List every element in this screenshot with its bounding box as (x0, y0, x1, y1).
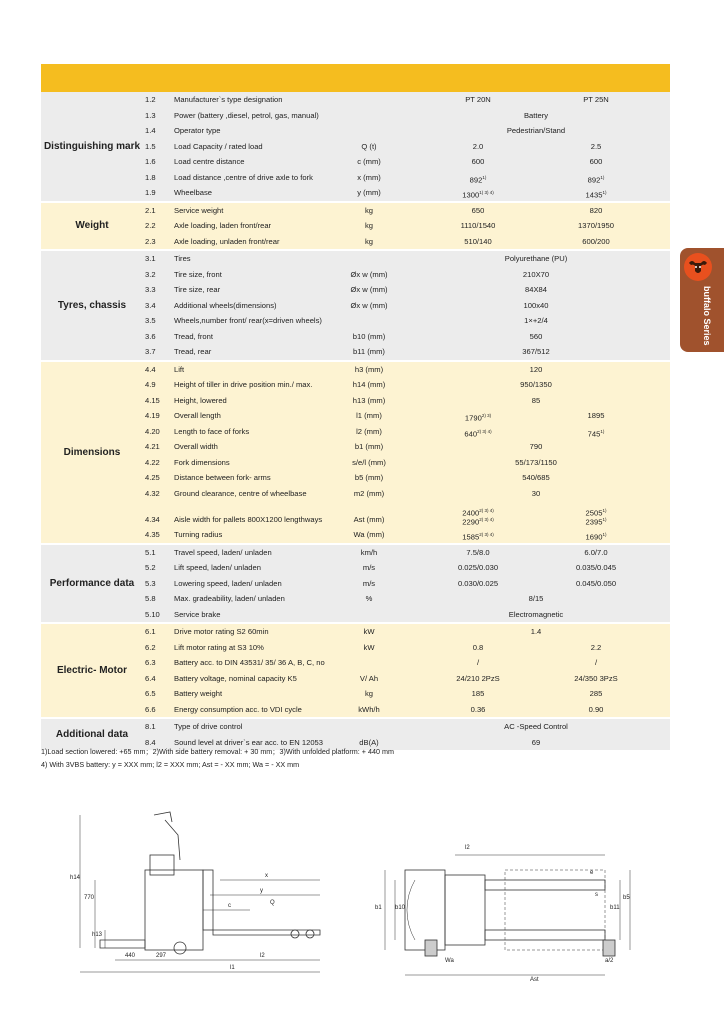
spec-value-pt25n-text: 2.2 (590, 642, 602, 652)
spec-number: 3.1 (145, 254, 156, 263)
spec-value-pt20n-text: 7.5/8.0 (466, 547, 490, 557)
spec-value-pt25n-footnote-ref: 1) (600, 428, 605, 434)
spec-description: Battery acc. to DIN 43531/ 35/ 36 A, B, C, no (174, 658, 325, 668)
drawing-label-l2: l2 (260, 953, 265, 959)
spec-value-shared: AC -Speed Control (504, 722, 568, 732)
spec-value-pt25n (551, 671, 641, 687)
spec-value-pt20n-footnote-ref: 2) 3) (481, 413, 492, 418)
footnote-1: 1)Load section lowered: +65 mm；2)With side battery removal: + 30 mm；3)With unfolded platform: + 440 mm (41, 747, 394, 756)
drawing-label-x: x (265, 873, 268, 879)
spec-row (41, 329, 670, 345)
spec-value-pt20n-alt (433, 503, 523, 521)
spec-value-pt20n-text: / (476, 658, 480, 668)
spec-value-pt25n-text: 0.90 (588, 704, 604, 714)
spec-unit: l2 (mm) (356, 426, 382, 436)
spec-number: 3.7 (145, 347, 156, 356)
spec-value-pt20n-footnote-ref: 2) 3) 4) (479, 516, 494, 522)
drawing-label-h13: h13 (92, 932, 103, 938)
spec-value-pt25n-footnote-ref: 1) (600, 174, 605, 180)
spec-row (41, 719, 670, 735)
spec-value-pt25n-text: PT 25N (583, 95, 609, 104)
spec-value-pt20n-footnote-ref: 1) 3) 4) (479, 190, 494, 195)
spec-number: 6.6 (145, 704, 156, 714)
spec-value-pt20n-text: 0.025/0.030 (457, 563, 499, 573)
drawing-label-b1: b1 (375, 905, 382, 911)
spec-value-shared: Polyurethane (PU) (504, 254, 568, 263)
spec-value-pt20n (433, 560, 523, 576)
spec-description: Length to face of forks (174, 426, 250, 436)
spec-number: 6.2 (145, 642, 156, 652)
section-title: Dimensions (63, 446, 121, 458)
spec-description: Service brake (174, 609, 221, 619)
side-view-drawing (70, 800, 350, 990)
spec-description: Ground clearance, centre of wheelbase (174, 488, 307, 498)
spec-number: 1.4 (145, 126, 156, 135)
spec-unit: Q (t) (361, 141, 377, 151)
spec-value-shared: 85 (531, 395, 541, 405)
section-title: Distinguishing mark (43, 140, 141, 152)
spec-number: 1.3 (145, 110, 156, 120)
spec-description: Fork dimensions (174, 457, 230, 467)
spec-number: 3.3 (145, 285, 156, 294)
spec-value-pt25n (551, 702, 641, 718)
drawing-label-h14: h14 (70, 875, 81, 881)
spec-value-pt25n (551, 203, 641, 219)
spec-unit: kg (364, 205, 374, 215)
spec-value-pt25n (551, 545, 641, 561)
spec-unit: x (mm) (357, 172, 381, 182)
spec-value-pt25n-footnote-ref: 1) (602, 190, 607, 195)
spec-row (41, 298, 670, 314)
spec-value-pt20n-text: 0.8 (472, 642, 484, 652)
spec-value-pt20n (433, 234, 523, 250)
drawing-label-c: c (228, 903, 231, 909)
spec-value-pt25n-alt-text: 2505 (585, 508, 603, 518)
spec-row (41, 123, 670, 139)
spec-description: Wheels,number front/ rear(x=driven wheels) (174, 316, 322, 325)
spec-value-pt25n-footnote-ref: 1) (602, 532, 607, 538)
spec-value-pt20n (433, 702, 523, 718)
spec-unit: b1 (mm) (354, 442, 384, 451)
spec-description: Load distance ,centre of drive axle to fork (174, 172, 313, 182)
drawing-label-b5: b5 (623, 895, 630, 901)
spec-row (41, 424, 670, 440)
spec-value-shared: 120 (529, 364, 543, 374)
spec-value-pt20n (433, 655, 523, 671)
spec-description: Aisle width for pallets 800X1200 lengthways (174, 514, 323, 524)
spec-number: 1.5 (145, 141, 156, 151)
section-title: Additional data (55, 729, 129, 741)
spec-value-pt20n (433, 139, 523, 155)
spec-value-pt25n-text: 600 (589, 157, 603, 166)
spec-row (41, 576, 670, 592)
drawing-label-440: 440 (125, 953, 136, 959)
spec-row (41, 170, 670, 186)
spec-value-pt25n-text: 1690 (585, 532, 603, 542)
spec-unit: Øx w (mm) (350, 285, 388, 294)
spec-number: 4.19 (145, 411, 160, 420)
spec-row (41, 282, 670, 298)
spec-description: Turning radius (174, 530, 223, 540)
drawing-label-a2: a/2 (605, 958, 614, 964)
spec-value-pt25n (551, 154, 641, 170)
spec-row (41, 560, 670, 576)
spec-value-pt25n-footnote-ref: 1) (602, 516, 607, 522)
spec-unit: V/ Ah (359, 673, 379, 683)
spec-value-pt20n-alt-text: 2400 (462, 508, 480, 518)
spec-number: 4.32 (145, 488, 160, 498)
spec-value-shared: 1×+2/4 (524, 316, 548, 325)
spec-value-shared: 210X70 (522, 269, 550, 279)
spec-unit: b10 (mm) (352, 331, 386, 341)
spec-number: 4.35 (145, 530, 160, 540)
spec-row (41, 203, 670, 219)
spec-value-pt25n-text: 1435 (585, 190, 603, 200)
spec-number: 6.3 (145, 658, 156, 668)
spec-value-pt25n-text: 285 (589, 689, 603, 699)
spec-unit: Wa (mm) (353, 530, 385, 540)
spec-row (41, 624, 670, 640)
spec-value-shared: Battery (523, 110, 549, 120)
spec-value-pt25n-text: 1895 (587, 411, 605, 420)
spec-unit: Ast (mm) (353, 514, 385, 524)
spec-value-pt25n (551, 139, 641, 155)
spec-value-pt25n-text: 24/350 3PzS (574, 673, 618, 683)
spec-value-pt20n-footnote-ref: 2) 3) 4) (479, 532, 494, 538)
spec-header-bar (41, 64, 670, 92)
spec-value-pt20n-text: PT 20N (465, 95, 491, 104)
spec-unit: h14 (mm) (352, 380, 386, 389)
spec-number: 5.1 (145, 547, 156, 557)
spec-value-shared: 84X84 (525, 285, 547, 294)
spec-unit: b11 (mm) (353, 347, 385, 356)
spec-row (41, 377, 670, 393)
section-title: Electric- Motor (56, 665, 127, 677)
spec-description: Height of tiller in drive position min./ max. (174, 380, 313, 389)
spec-unit: kg (364, 689, 374, 699)
spec-unit: % (365, 594, 373, 604)
spec-unit: m2 (mm) (353, 488, 385, 498)
drawing-label-b10: b10 (395, 905, 406, 911)
spec-number: 6.1 (145, 627, 156, 637)
spec-row-extra (41, 503, 670, 519)
spec-unit: km/h (360, 547, 378, 557)
spec-value-shared: 69 (531, 737, 541, 747)
spec-unit: l1 (mm) (356, 411, 382, 420)
spec-value-pt25n (551, 234, 641, 250)
spec-value-pt20n-text: 1585 (462, 532, 480, 542)
section-title: Tyres, chassis (57, 299, 127, 311)
spec-number: 8.1 (145, 722, 156, 732)
spec-description: Drive motor rating S2 60min (174, 627, 269, 637)
spec-unit: b5 (mm) (354, 473, 384, 482)
section-title: Weight (75, 220, 109, 232)
spec-value-pt20n (433, 92, 523, 108)
spec-value-shared: Electromagnetic (508, 609, 564, 619)
spec-row (41, 251, 670, 267)
spec-row (41, 362, 670, 378)
spec-value-pt25n-text: 6.0/7.0 (584, 547, 608, 557)
drawing-label-q: Q (270, 900, 275, 906)
spec-value-pt25n-alt (551, 503, 641, 521)
spec-description: Additional wheels(dimensions) (174, 300, 277, 310)
spec-number: 4.4 (145, 364, 156, 374)
spec-value-pt20n-text: 24/210 2PzS (456, 673, 500, 683)
spec-description: Axle loading, unladen front/rear (174, 236, 280, 246)
spec-value-pt20n (433, 154, 523, 170)
drawing-label-s: s (595, 892, 598, 898)
footnote-2: 4) With 3VBS battery: y = XXX mm; l2 = XXX mm; Ast = - XX mm; Wa = - XX mm (41, 760, 300, 769)
spec-unit: c (mm) (357, 157, 381, 166)
spec-number: 2.3 (145, 236, 156, 246)
spec-description: Distance between fork- arms (174, 473, 271, 482)
drawing-label-e: e (590, 870, 594, 876)
spec-row (41, 655, 670, 671)
spec-value-shared: 950/1350 (520, 380, 552, 389)
spec-description: Load centre distance (174, 157, 245, 166)
spec-unit: kg (364, 236, 374, 246)
spec-number: 2.1 (145, 205, 156, 215)
spec-number: 4.20 (145, 426, 160, 436)
spec-row (41, 92, 670, 108)
spec-number: 4.15 (145, 395, 160, 405)
spec-row (41, 218, 670, 234)
spec-unit: dB(A) (359, 737, 379, 747)
spec-number: 6.5 (145, 689, 156, 699)
spec-number: 3.5 (145, 316, 156, 325)
drawing-label-wa: Wa (445, 958, 454, 964)
spec-number: 4.34 (145, 514, 160, 524)
spec-value-shared: 367/512 (522, 347, 550, 356)
spec-value-shared: 790 (529, 442, 543, 451)
spec-description: Lowering speed, laden/ unladen (174, 578, 282, 588)
spec-row (41, 545, 670, 561)
spec-value-pt20n (433, 640, 523, 656)
spec-value-pt20n-text: 2.0 (472, 141, 484, 151)
spec-unit: kg (364, 221, 374, 230)
spec-description: Tires (174, 254, 191, 263)
spec-row (41, 702, 670, 718)
spec-value-pt25n (551, 640, 641, 656)
series-tab-label: buffalo Series (702, 286, 712, 346)
spec-description: Overall width (174, 442, 218, 451)
spec-row (41, 313, 670, 329)
spec-unit: s/e/l (mm) (352, 457, 386, 467)
drawing-label-l1: l1 (230, 965, 235, 971)
spec-value-pt25n-text: 0.035/0.045 (575, 563, 617, 573)
spec-description: Operator type (174, 126, 221, 135)
spec-row (41, 267, 670, 283)
spec-number: 3.4 (145, 300, 156, 310)
spec-description: Height, lowered (174, 395, 227, 405)
spec-value-pt25n-text: 2.5 (590, 141, 602, 151)
top-view-drawing (365, 840, 645, 990)
spec-value-shared: Pedestrian/Stand (506, 126, 566, 135)
spec-description: Tire size, front (174, 269, 222, 279)
spec-description: Lift motor rating at S3 10% (174, 642, 264, 652)
spec-row (41, 139, 670, 155)
spec-value-pt20n (433, 545, 523, 561)
spec-value-shared: 100x40 (523, 300, 549, 310)
buffalo-logo-icon (684, 253, 712, 281)
spec-value-pt25n (551, 408, 641, 424)
spec-value-shared: 30 (531, 488, 541, 498)
spec-unit: m/s (362, 563, 376, 573)
spec-number: 3.6 (145, 331, 156, 341)
spec-row (41, 527, 670, 543)
spec-description: Axle loading, laden front/rear (174, 221, 272, 230)
spec-number: 1.9 (145, 188, 156, 197)
spec-value-pt25n (551, 686, 641, 702)
spec-value-pt20n-text: 892 (469, 175, 483, 185)
spec-number: 6.4 (145, 673, 156, 683)
spec-value-pt20n-footnote-ref: 1) (482, 174, 487, 180)
drawing-label-297: 297 (156, 953, 167, 959)
spec-unit: h3 (mm) (354, 364, 384, 374)
spec-unit: Øx w (mm) (350, 269, 388, 279)
spec-description: Service weight (174, 205, 224, 215)
spec-value-shared: 540/685 (522, 473, 550, 482)
spec-value-pt20n-footnote-ref: 2) 3) 4) (477, 428, 492, 434)
drawing-label-ast: Ast (530, 977, 539, 983)
spec-description: Manufacturer`s type designation (174, 95, 283, 104)
spec-value-pt25n-alt-footnote-ref: 1) (602, 508, 607, 514)
spec-number: 8.4 (145, 737, 156, 747)
spec-value-pt25n-text: 0.045/0.050 (575, 578, 617, 588)
spec-value-pt20n-text: 600 (471, 157, 485, 166)
spec-value-shared: 1.4 (530, 627, 542, 637)
spec-number: 4.9 (145, 380, 156, 389)
spec-number: 5.8 (145, 594, 156, 604)
spec-value-pt25n-text: 2395 (585, 517, 603, 527)
spec-description: Power (battery ,diesel, petrol, gas, manual) (174, 110, 319, 120)
spec-row (41, 108, 670, 124)
spec-value-pt20n-text: 0.030/0.025 (457, 578, 499, 588)
spec-number: 1.6 (145, 157, 156, 166)
spec-value-pt20n-text: 185 (471, 689, 485, 699)
spec-value-pt20n-text: 1790 (464, 413, 482, 423)
spec-description: Tire size, rear (174, 285, 221, 294)
spec-value-pt20n-text: 640 (464, 429, 478, 439)
drawing-label-770: 770 (84, 895, 95, 901)
spec-number: 5.2 (145, 563, 156, 573)
spec-unit: kWh/h (358, 704, 380, 714)
spec-row (41, 455, 670, 471)
spec-row (41, 591, 670, 607)
spec-description: Wheelbase (174, 188, 212, 197)
spec-value-pt25n-text: 1370/1950 (578, 221, 614, 230)
spec-row (41, 640, 670, 656)
spec-row (41, 607, 670, 623)
spec-row (41, 344, 670, 360)
spec-description: Lift (174, 364, 185, 374)
spec-row (41, 470, 670, 486)
spec-number: 3.2 (145, 269, 156, 279)
spec-value-pt20n (433, 203, 523, 219)
spec-row (41, 671, 670, 687)
spec-number: 1.2 (145, 95, 156, 104)
spec-value-pt25n-text: 820 (589, 205, 603, 215)
spec-description: Tread, rear (174, 347, 212, 356)
spec-value-shared: 55/173/1150 (515, 457, 557, 467)
spec-description: Type of drive control (174, 722, 243, 732)
spec-number: 4.25 (145, 473, 160, 482)
spec-number: 4.22 (145, 457, 160, 467)
spec-value-pt20n-text: 510/140 (464, 236, 492, 246)
spec-description: Sound level at driver`s ear acc. to EN 12053 (174, 737, 324, 747)
spec-value-pt25n (551, 218, 641, 234)
spec-description: Battery voltage, nominal capacity K5 (174, 673, 297, 683)
spec-row (41, 408, 670, 424)
spec-unit: kW (363, 627, 375, 637)
spec-value-shared: 560 (529, 331, 543, 341)
spec-row (41, 439, 670, 455)
spec-description: Travel speed, laden/ unladen (174, 547, 272, 557)
spec-value-pt25n-text: 892 (587, 175, 601, 185)
spec-row (41, 234, 670, 250)
spec-row (41, 185, 670, 201)
spec-row (41, 486, 670, 502)
spec-description: Load Capacity / rated load (174, 141, 263, 151)
spec-number: 4.21 (145, 442, 160, 451)
spec-number: 5.10 (145, 609, 160, 619)
spec-unit: y (mm) (357, 188, 381, 197)
spec-value-pt20n-text: 2290 (462, 517, 480, 527)
spec-description: Max. gradeability, laden/ unladen (174, 594, 285, 604)
drawing-label-y: y (260, 888, 263, 894)
spec-value-pt20n-text: 1110/1540 (460, 221, 496, 230)
spec-number: 1.8 (145, 172, 156, 182)
spec-unit: h13 (mm) (352, 395, 386, 405)
spec-value-pt20n (433, 218, 523, 234)
spec-description: Energy consumption acc. to VDI cycle (174, 704, 302, 714)
spec-value-pt25n (551, 576, 641, 592)
spec-value-pt25n (551, 655, 641, 671)
spec-value-pt25n (551, 560, 641, 576)
spec-value-pt20n-text: 0.36 (470, 704, 486, 714)
spec-value-pt20n-text: 650 (471, 205, 485, 215)
spec-row (41, 686, 670, 702)
spec-value-pt25n-text: / (594, 658, 598, 668)
drawing-label-top-l2: l2 (465, 845, 470, 851)
spec-value-pt25n-text: 600/200 (582, 236, 610, 246)
spec-value-pt20n (433, 686, 523, 702)
spec-number: 2.2 (145, 221, 156, 230)
spec-value-shared: 8/15 (528, 594, 544, 604)
spec-unit: m/s (362, 578, 376, 588)
drawing-label-b11: b11 (610, 905, 620, 911)
spec-description: Battery weight (174, 689, 223, 699)
spec-unit: Øx w (mm) (350, 300, 388, 310)
spec-description: Overall length (174, 411, 221, 420)
spec-row (41, 154, 670, 170)
spec-value-pt25n (551, 92, 641, 108)
spec-row (41, 393, 670, 409)
spec-value-pt25n-text: 745 (587, 429, 601, 439)
spec-value-pt20n (433, 671, 523, 687)
spec-value-pt20n-text: 1300 (462, 190, 480, 200)
spec-description: Tread, front (174, 331, 213, 341)
spec-unit: kW (363, 642, 375, 652)
spec-value-pt20n-alt-footnote-ref: 2) 3) 4) (479, 508, 494, 514)
spec-description: Lift speed, laden/ unladen (174, 563, 261, 573)
section-title: Performance data (49, 578, 135, 590)
spec-number: 5.3 (145, 578, 156, 588)
spec-value-pt20n (433, 576, 523, 592)
